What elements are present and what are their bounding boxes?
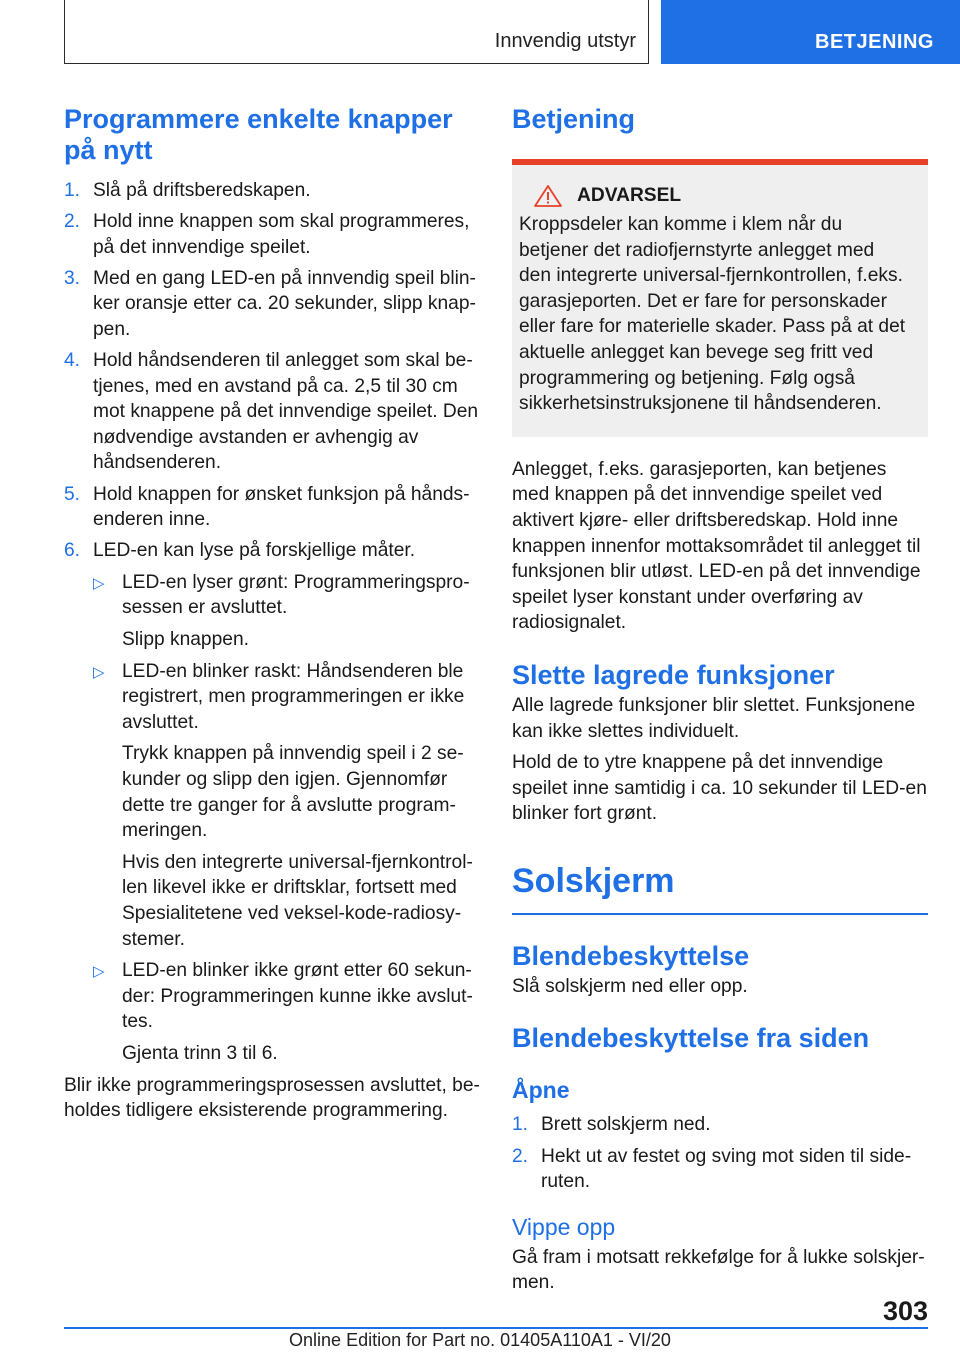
triangle-bullet-icon: ▷ [93, 574, 105, 592]
page-number: 303 [882, 1296, 928, 1326]
list-item: 6. LED-en kan lyse på forskjellige måter. ▷ LED-en lyser grønt: Programmeringsprosessen er avsluttet. Slipp knappen. ▷ LED-en blinker raskt: Håndsenderen ble registrert, men programmeringen er ikke avsluttet. Trykk knappen på innvendig speil i 2 sekunder og slipp den igjen. Gjennomfør dette tre ganger for å avslutte programmeringen. Hvis den integrerte universal-fjernkontrollen likevel ikke er driftsklar, fortsett med Spesialitetene ved veksel-kode-radiosystemer. ▷ LED-en blinker ikke grønt etter 60 sekunder: Programmeringen kunne ikke avsluttes. Gjenta trinn 3 til 6. [64, 538, 480, 1066]
led-substeps [93, 570, 480, 1067]
triangle-bullet-icon: ▷ [93, 663, 105, 681]
substep-note: Trykk knappen på innvendig speil i 2 sekunder og slipp den igjen. Gjennomfør dette tre ganger for å avslutte programmeringen. [122, 743, 464, 842]
open-steps [512, 1112, 928, 1194]
list-item: 1. Slå på driftsberedskapen. [64, 180, 311, 201]
list-item: 3. Med en gang LED-en på innvendig speil blinker oransje etter ca. 20 sekunder, slipp knappen. [64, 267, 476, 340]
chapter-rule [512, 913, 928, 915]
glare-text: Slå solskjerm ned eller opp. [512, 975, 748, 997]
footer-rule [64, 1327, 928, 1329]
list-item: 4. Hold håndsenderen til anlegget som skal betjenes, med en avstand på ca. 2,5 til 30 cm mot knappene på det innvendige speilet. Den nødvendige avstanden er avhengig av håndsenderen. [64, 350, 479, 474]
list-item: 1. Brett solskjerm ned. [512, 1114, 711, 1136]
warning-title: ADVARSEL [577, 185, 682, 206]
delete-heading: Slette lagrede funksjoner [512, 659, 835, 690]
chapter-title: Solskjerm [512, 861, 675, 900]
footer-edition: Online Edition for Part no. 01405A110A1 - VI/20 [289, 1330, 671, 1350]
list-item: ▷ LED-en blinker ikke grønt etter 60 sekunder: Programmeringen kunne ikke avsluttes. Gjenta trinn 3 til 6. [93, 958, 480, 1066]
list-item: ▷ LED-en lyser grønt: Programmeringsprosessen er avsluttet. Slipp knappen. [93, 570, 480, 653]
substep-note: Slipp knappen. [122, 629, 249, 650]
triangle-bullet-icon: ▷ [93, 963, 105, 981]
tilt-text: Gå fram i motsatt rekkefølge for å lukke solskjermen. [512, 1246, 925, 1294]
right-column [512, 104, 928, 1296]
section-title: Innvendig utstyr [494, 30, 636, 52]
left-column [64, 104, 480, 1143]
substep-note: Gjenta trinn 3 til 6. [122, 1042, 278, 1064]
warning-text: Kroppsdeler kan komme i klem når du betjener det radiofjernstyrte anlegget med den integrerte universal-fjernkontrollen, f.eks. garasjeporten. Det er fare for personskader eller fare for materielle skader. Pass på at det aktuelle anlegget kan bevege seg fritt ved programmering og betjening. Følg også sikkerhetsinstruksjonene til håndsenderen. [519, 214, 906, 415]
substep-note: Hvis den integrerte universal-fjernkontrollen likevel ikke er driftsklar, fortsett med Spesialitetene ved veksel-kode-radiosystemer. [122, 851, 473, 950]
tilt-heading: Vippe opp [512, 1213, 616, 1240]
reprogram-steps [64, 178, 480, 1067]
list-item: 5. Hold knappen for ønsket funksjon på håndsenderen inne. [64, 483, 470, 531]
operation-heading: Betjening [512, 104, 636, 134]
reprogram-heading: Programmere enkelte knapper på nytt [64, 104, 453, 165]
list-item: ▷ LED-en blinker raskt: Håndsenderen ble registrert, men programmeringen er ikke avsluttet. Trykk knappen på innvendig speil i 2 sekunder og slipp den igjen. Gjennomfør dette tre ganger for å avslutte programmeringen. Hvis den integrerte universal-fjernkontrollen likevel ikke er driftsklar, fortsett med Spesialitetene ved veksel-kode-radiosystemer. [93, 659, 480, 953]
warning-header [519, 183, 910, 208]
operation-paragraph: Anlegget, f.eks. garasjeporten, kan betjenes med knappen på det innvendige speilet ved aktivert kjøre- eller driftsberedskap. Hold inne knappen innenfor mottaksområdet til anlegget til funksjonen blir utløst. LED-en på det innvendige speilet lyser konstant under overføring av radiosignalet. [512, 458, 921, 634]
chapter-tab-label: BETJENING [815, 31, 934, 53]
warning-box [512, 165, 928, 437]
warning-triangle-icon [533, 184, 563, 208]
chapter-tab[interactable] [661, 0, 960, 64]
glare-heading: Blendebeskyttelse [512, 940, 750, 971]
list-item: 2. Hekt ut av festet og sving mot siden til sideruten. [512, 1145, 912, 1193]
delete-paragraph-1: Alle lagrede funksjoner blir slettet. Funksjonene kan ikke slettes individuelt. [512, 694, 916, 742]
open-heading: Åpne [512, 1077, 570, 1104]
side-glare-heading: Blendebeskyttelse fra siden [512, 1023, 870, 1054]
header-section-box [64, 0, 649, 64]
list-item: 2. Hold inne knappen som skal programmeres, på det innvendige speilet. [64, 211, 470, 258]
delete-paragraph-2: Hold de to ytre knappene på det innvendige speilet inne samtidig i ca. 10 sekunder til LED-en blinker fort grønt. [512, 752, 927, 825]
closing-paragraph: Blir ikke programmeringsprosessen avsluttet, beholdes tidligere eksisterende programmering. [64, 1074, 480, 1122]
